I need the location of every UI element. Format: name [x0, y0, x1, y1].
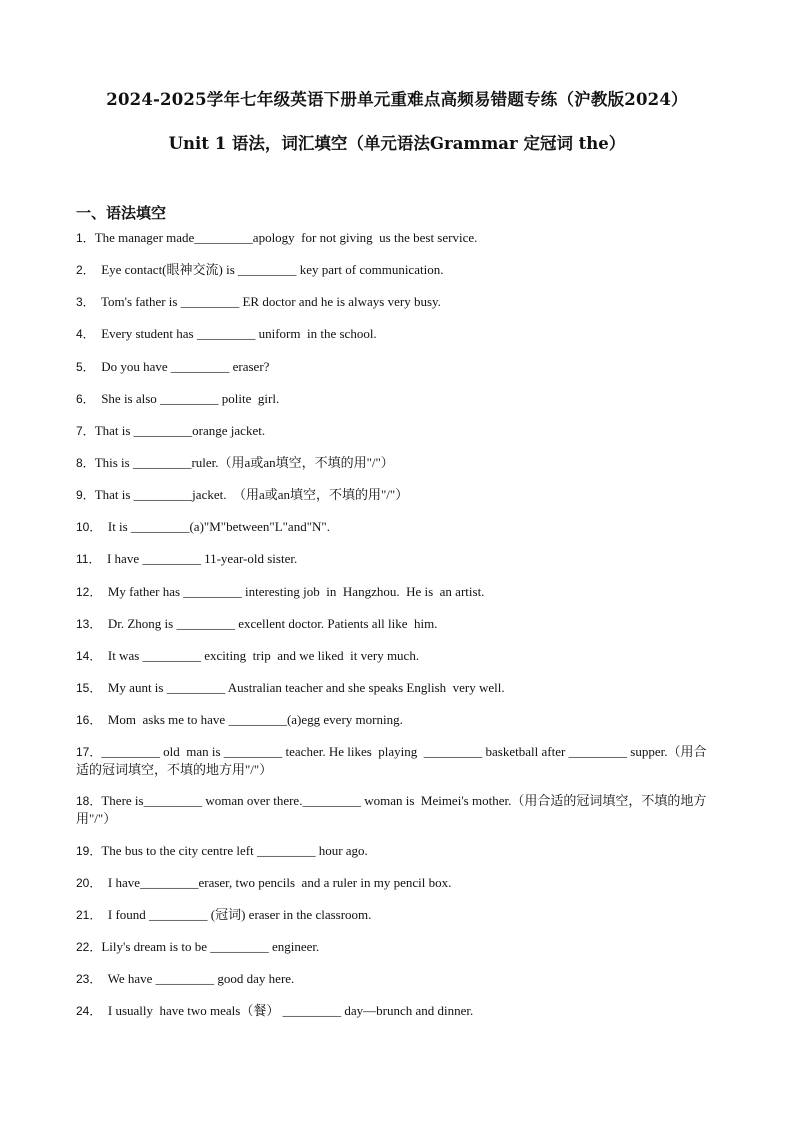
question-item — [76, 486, 716, 504]
question-text: We have _________ good day here. — [101, 971, 295, 987]
question-text: Do you have _________ eraser? — [94, 358, 270, 374]
document-title: 2024-2025学年七年级英语下册单元重难点高频易错题专练（沪教版2024） — [106, 90, 688, 109]
question-item — [76, 906, 716, 924]
question-text: It is _________(a)"M"between"L"and"N". — [101, 519, 330, 535]
question-text: My father has _________ interesting job in Hangzhou. He is an artist. — [101, 583, 485, 599]
question-item — [76, 938, 716, 956]
question-item — [76, 325, 716, 343]
question-item — [76, 518, 716, 536]
question-item — [76, 583, 716, 601]
question-item — [76, 970, 716, 988]
question-item — [76, 679, 716, 697]
question-number: 8． — [76, 455, 95, 470]
question-item — [76, 293, 716, 311]
question-number: 10． — [76, 520, 102, 535]
question-text: I have _________ 11-year-old sister. — [100, 551, 298, 567]
question-item — [76, 647, 716, 665]
question-text: The manager made_________apology for not giving us the best service. — [94, 230, 478, 245]
question-number: 16． — [76, 713, 102, 728]
question-number: 18． — [76, 794, 102, 809]
question-text: I found _________ (冠词) eraser in the classroom. — [101, 906, 372, 922]
question-text: That is _________jacket. （用a或an填空，不填的用"/"） — [94, 487, 409, 503]
question-item — [76, 261, 716, 279]
question-number: 12． — [76, 584, 102, 599]
question-number: 23． — [76, 972, 102, 987]
question-text: There is_________ woman over there._________ woman is Meimei's mother.（用合适的冠词填空，不填的地方用"/"） — [76, 793, 707, 827]
question-text: Tom's father is _________ ER doctor and he is always very busy. — [94, 294, 441, 310]
question-number: 17． — [76, 745, 102, 760]
section-heading: 一、语法填空 — [76, 204, 167, 222]
question-number: 21． — [76, 907, 102, 922]
question-text: That is _________orange jacket. — [94, 422, 266, 438]
question-text: The bus to the city centre left _________ hour ago. — [101, 842, 368, 858]
question-item — [76, 743, 716, 778]
question-text: I usually have two meals（餐） _________ day—brunch and dinner. — [101, 1003, 474, 1019]
question-number: 20． — [76, 875, 102, 890]
question-item — [76, 711, 716, 729]
document-subtitle: Unit 1 语法，词汇填空（单元语法Grammar 定冠词 the） — [168, 134, 626, 153]
question-item — [76, 792, 716, 827]
question-text: She is also _________ polite girl. — [94, 390, 280, 406]
question-number: 19． — [76, 843, 102, 858]
question-item — [76, 454, 716, 472]
question-number: 14． — [76, 648, 102, 663]
question-text: Lily's dream is to be _________ engineer. — [101, 938, 320, 954]
question-item — [76, 229, 716, 247]
question-number: 13． — [76, 616, 102, 631]
question-text: Eye contact(眼神交流) is _________ key part of communication. — [94, 262, 444, 278]
question-number: 2． — [76, 263, 95, 278]
question-number: 7． — [76, 423, 95, 438]
question-text: I have_________eraser, two pencils and a ruler in my pencil box. — [101, 874, 452, 890]
question-item — [76, 390, 716, 408]
question-item — [76, 874, 716, 892]
question-item — [76, 550, 716, 568]
question-number: 6． — [76, 391, 95, 406]
question-number: 15． — [76, 680, 102, 695]
question-number: 3． — [76, 295, 95, 310]
question-text: Every student has _________ uniform in the school. — [94, 326, 377, 342]
question-list — [76, 229, 716, 1034]
question-item — [76, 422, 716, 440]
question-item — [76, 615, 716, 633]
question-number: 5． — [76, 359, 95, 374]
question-text: This is _________ruler.（用a或an填空，不填的用"/"） — [94, 454, 394, 470]
question-number: 4． — [76, 327, 95, 342]
question-number: 24． — [76, 1004, 102, 1019]
question-item — [76, 358, 716, 376]
question-item — [76, 842, 716, 860]
question-text: Mom asks me to have _________(a)egg every morning. — [101, 712, 403, 728]
question-text: My aunt is _________ Australian teacher and she speaks English very well. — [101, 679, 505, 695]
question-text: Dr. Zhong is _________ excellent doctor. Patients all like him. — [101, 615, 438, 631]
question-item — [76, 1002, 716, 1020]
question-text: It was _________ exciting trip and we liked it very much. — [101, 647, 420, 663]
question-number: 9． — [76, 488, 95, 503]
question-number: 1． — [76, 231, 95, 245]
question-number: 11． — [76, 552, 101, 567]
question-text: _________ old man is _________ teacher. He likes playing _________ basketball after _________ supper.（用合适的冠词填空，不填的地方用"/"） — [76, 744, 707, 778]
question-number: 22． — [76, 939, 102, 954]
